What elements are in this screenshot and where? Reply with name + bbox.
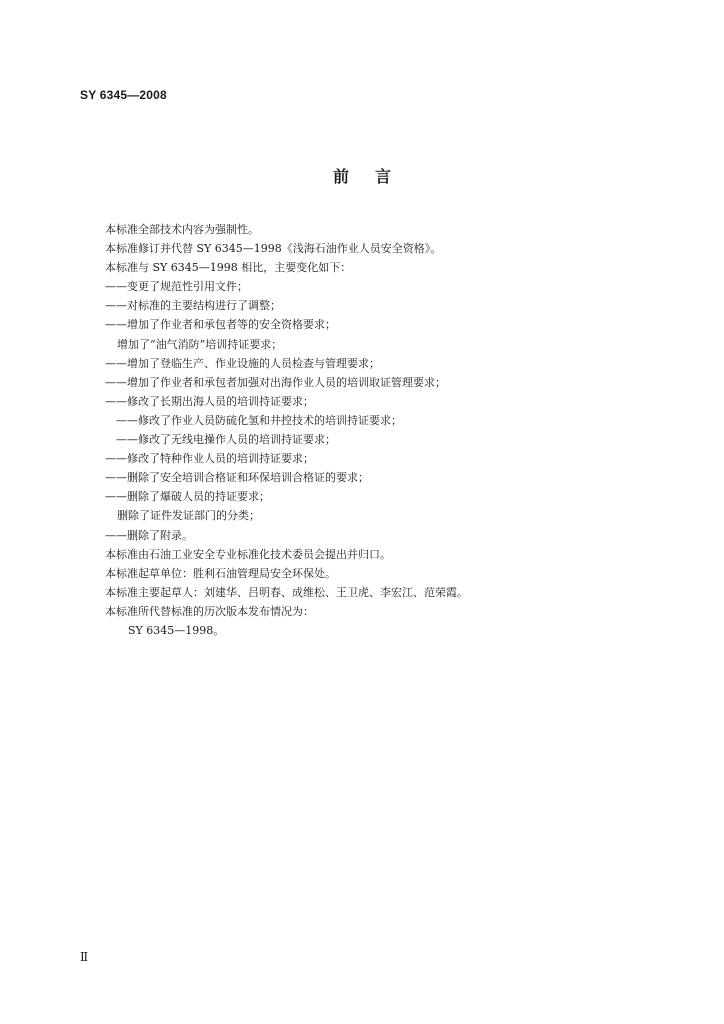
page-title: 前言 xyxy=(332,167,417,186)
paragraph-line: 本标准主要起草人：刘建华、吕明春、成维松、王卫虎、李宏江、范荣霞。 xyxy=(105,585,468,599)
paragraph-line: 本标准修订并代替 SY 6345—1998《浅海石油作业人员安全资格》。 xyxy=(105,242,442,256)
change-list-item: ——增加了作业者和承包者加强对出海作业人员的培训取证管理要求； xyxy=(105,375,446,389)
change-list-item: 增加了“油气消防”培训持证要求； xyxy=(117,337,283,351)
change-list-item: ——修改了无线电操作人员的培训持证要求； xyxy=(116,433,336,447)
version-history-entry: SY 6345—1998。 xyxy=(128,623,225,637)
change-list-item: ——修改了长期出海人员的培训持证要求； xyxy=(105,394,314,408)
change-list-item: ——变更了规范性引用文件； xyxy=(105,280,248,294)
change-list-item: ——修改了作业人员防硫化氢和井控技术的培训持证要求； xyxy=(116,413,402,427)
change-list-item: ——增加了登临生产、作业设施的人员检查与管理要求； xyxy=(105,356,380,370)
change-list-item: ——删除了安全培训合格证和环保培训合格证的要求； xyxy=(105,471,369,485)
paragraph-line: 本标准起草单位：胜利石油管理局安全环保处。 xyxy=(105,566,336,580)
change-list-item: ——删除了爆破人员的持证要求； xyxy=(105,490,270,504)
page-number: Ⅱ xyxy=(80,950,89,964)
paragraph-line: 本标准全部技术内容为强制性。 xyxy=(105,223,259,236)
paragraph-line: 本标准所代替标准的历次版本发布情况为： xyxy=(105,604,314,618)
paragraph-line: 本标准由石油工业安全专业标准化技术委员会提出并归口。 xyxy=(105,547,391,561)
change-list-item: ——删除了附录。 xyxy=(105,528,193,542)
change-list-item: ——修改了特种作业人员的培训持证要求； xyxy=(105,452,314,466)
standard-code: SY 6345—2008 xyxy=(80,88,167,102)
foreword-body xyxy=(80,220,680,640)
change-list-item: ——对标准的主要结构进行了调整； xyxy=(105,299,281,313)
change-list-item: ——增加了作业者和承包者等的安全资格要求； xyxy=(105,318,336,332)
change-list-item: 删除了证件发证部门的分类； xyxy=(117,509,260,523)
paragraph-line: 本标准与 SY 6345—1998 相比，主要变化如下： xyxy=(105,261,352,275)
